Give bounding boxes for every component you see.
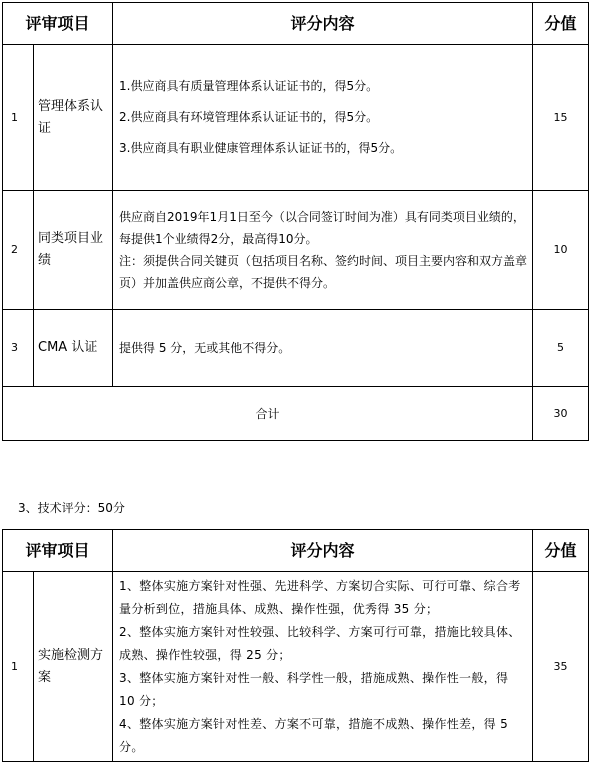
section-title-technical: 3、技术评分：50分 (18, 501, 125, 515)
header-score: 分值 (533, 3, 589, 45)
header-item: 评审项目 (3, 530, 113, 572)
content-line: 2.供应商具有环境管理体系认证证书的，得5分。 (119, 110, 379, 124)
row-item-name: 同类项目业绩 (34, 191, 113, 310)
row-score: 35 (533, 572, 589, 762)
header-content: 评分内容 (113, 3, 533, 45)
content-line: 4、整体实施方案针对性差、方案不可靠，措施不成熟、操作性差，得 5 分。 (119, 716, 509, 754)
content-line: 3.供应商具有职业健康管理体系认证证书的，得5分。 (119, 141, 403, 155)
table-row (3, 310, 589, 387)
row-score: 15 (533, 45, 589, 191)
scoring-table-technical (2, 529, 589, 762)
row-item-name: CMA 认证 (34, 310, 113, 387)
content-line: 供应商自2019年1月1日至今（以合同签订时间为准）具有同类项目业绩的，每提供1个业绩得2分，最高得10分。 (119, 210, 525, 246)
scoring-table-business (2, 2, 589, 441)
table-header-row (3, 3, 589, 45)
row-content (113, 572, 533, 762)
table-header-row (3, 530, 589, 572)
content-line: 3、整体实施方案针对性一般、科学性一般，措施成熟、操作性一般，得 10 分； (119, 670, 509, 708)
row-item-name: 实施检测方案 (34, 572, 113, 762)
header-score: 分值 (533, 530, 589, 572)
row-content (113, 310, 533, 387)
content-line: 1、整体实施方案针对性强、先进科学、方案切合实际、可行可靠、综合考量分析到位，措施具体、成熟、操作性强，优秀得 35 分； (119, 578, 521, 616)
table-row (3, 572, 589, 762)
row-content (113, 191, 533, 310)
table-row (3, 191, 589, 310)
row-score: 10 (533, 191, 589, 310)
total-row (3, 387, 589, 441)
row-index: 3 (3, 310, 34, 387)
content-line: 2、整体实施方案针对性较强、比较科学、方案可行可靠，措施比较具体、成熟、操作性较强，得 25 分； (119, 624, 521, 662)
row-item-name: 管理体系认证 (34, 45, 113, 191)
header-item: 评审项目 (3, 3, 113, 45)
row-content (113, 45, 533, 191)
header-content: 评分内容 (113, 530, 533, 572)
row-score: 5 (533, 310, 589, 387)
row-index: 1 (3, 572, 34, 762)
table-row (3, 45, 589, 191)
content-line: 提供得 5 分，无或其他不得分。 (119, 341, 291, 355)
content-line: 1.供应商具有质量管理体系认证证书的，得5分。 (119, 79, 379, 93)
row-index: 2 (3, 191, 34, 310)
total-label: 合计 (3, 387, 533, 441)
row-index: 1 (3, 45, 34, 191)
content-line: 注：须提供合同关键页（包括项目名称、签约时间、项目主要内容和双方盖章页）并加盖供应商公章，不提供不得分。 (119, 254, 528, 290)
total-score: 30 (533, 387, 589, 441)
